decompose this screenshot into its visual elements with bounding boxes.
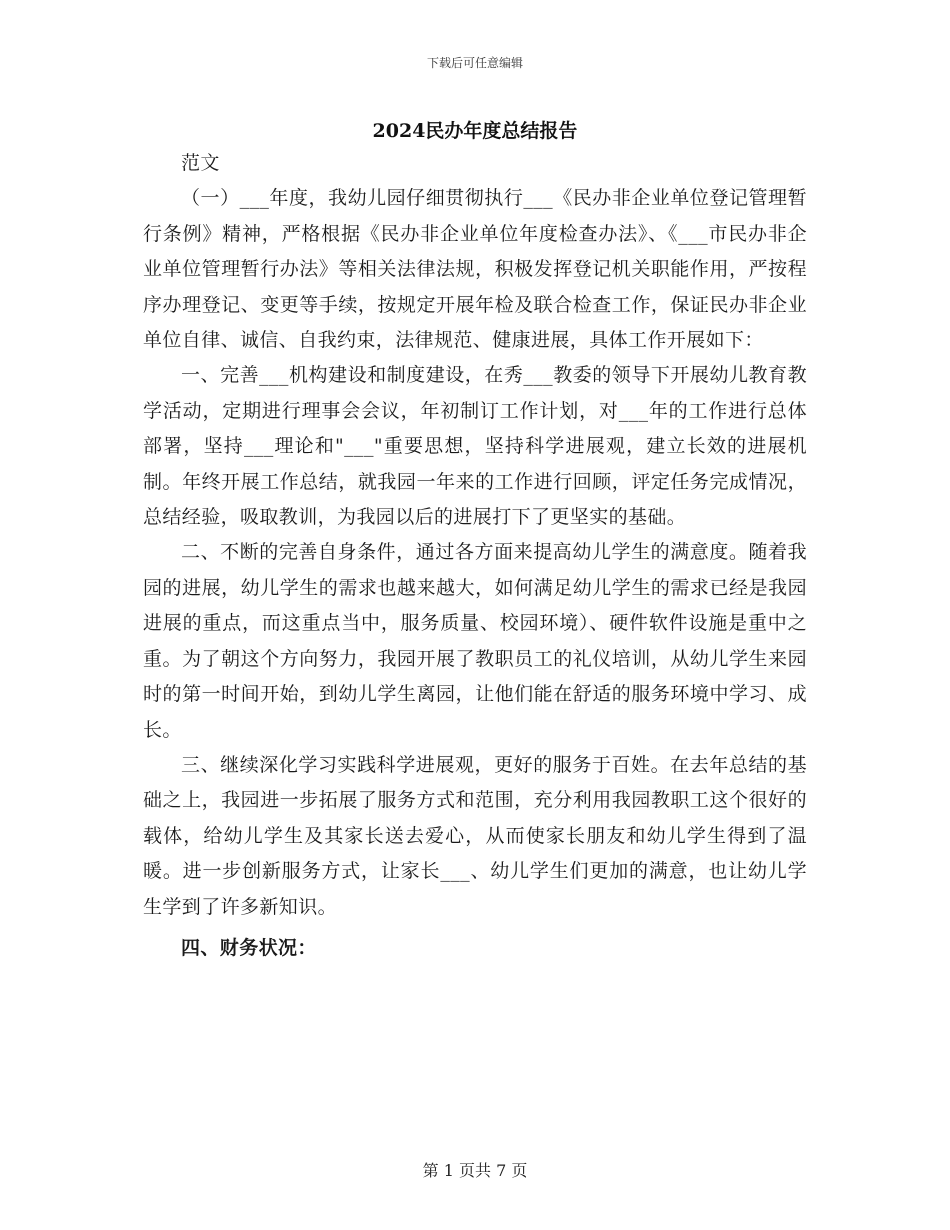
paragraph-section-3: 三、继续深化学习实践科学进展观，更好的服务于百姓。在去年总结的基础之上，我园进一步拓展了服务方式和范围，充分利用我园教职工这个很好的载体，给幼儿学生及其家长送去爱心，从而使家长朋友和幼儿学生得到了温暖。进一步创新服务方式，让家长___、幼儿学生们更加的满意，也让幼儿学生学到了许多新知识。 [143, 753, 807, 918]
document-body [143, 146, 807, 966]
paragraph-intro: （一）___年度，我幼儿园仔细贯彻执行___《民办非企业单位登记管理暂行条例》精神，严格根据《民办非企业单位年度检查办法》、《___市民办非企业单位管理暂行办法》等相关法律法规，积极发挥登记机关职能作用，严按程序办理登记、变更等手续，按规定开展年检及联合检查工作，保证民办非企业单位自律、诚信、自我约束，法律规范、健康进展，具体工作开展如下： [143, 187, 807, 352]
paragraph-section-2: 二、不断的完善自身条件，通过各方面来提高幼儿学生的满意度。随着我园的进展，幼儿学生的需求也越来越大，如何满足幼儿学生的需求已经是我园进展的重点，而这重点当中，服务质量、校园环境）、硬件软件设施是重中之重。为了朝这个方向努力，我园开展了教职员工的礼仪培训，从幼儿学生来园时的第一时间开始，到幼儿学生离园，让他们能在舒适的服务环境中学习、成长。 [143, 541, 807, 741]
header-note: 下载后可任意编辑 [426, 56, 523, 70]
paragraph-section-1: 一、完善___机构建设和制度建设，在秀___教委的领导下开展幼儿教育教学活动，定期进行理事会会议，年初制订工作计划，对___年的工作进行总体部署，坚持___理论和"___"重要思想，坚持科学进展观，建立长效的进展机制。年终开展工作总结，就我园一年来的工作进行回顾，评定任务完成情况，总结经验，吸取教训，为我园以后的进展打下了更坚实的基础。 [143, 364, 807, 529]
sample-label: 范文 [181, 152, 220, 174]
page-number: 第 1 页共 7 页 [422, 1161, 528, 1180]
section-heading-finance: 四、财务状况： [181, 936, 317, 959]
document-title: 2024民办年度总结报告 [372, 120, 578, 142]
